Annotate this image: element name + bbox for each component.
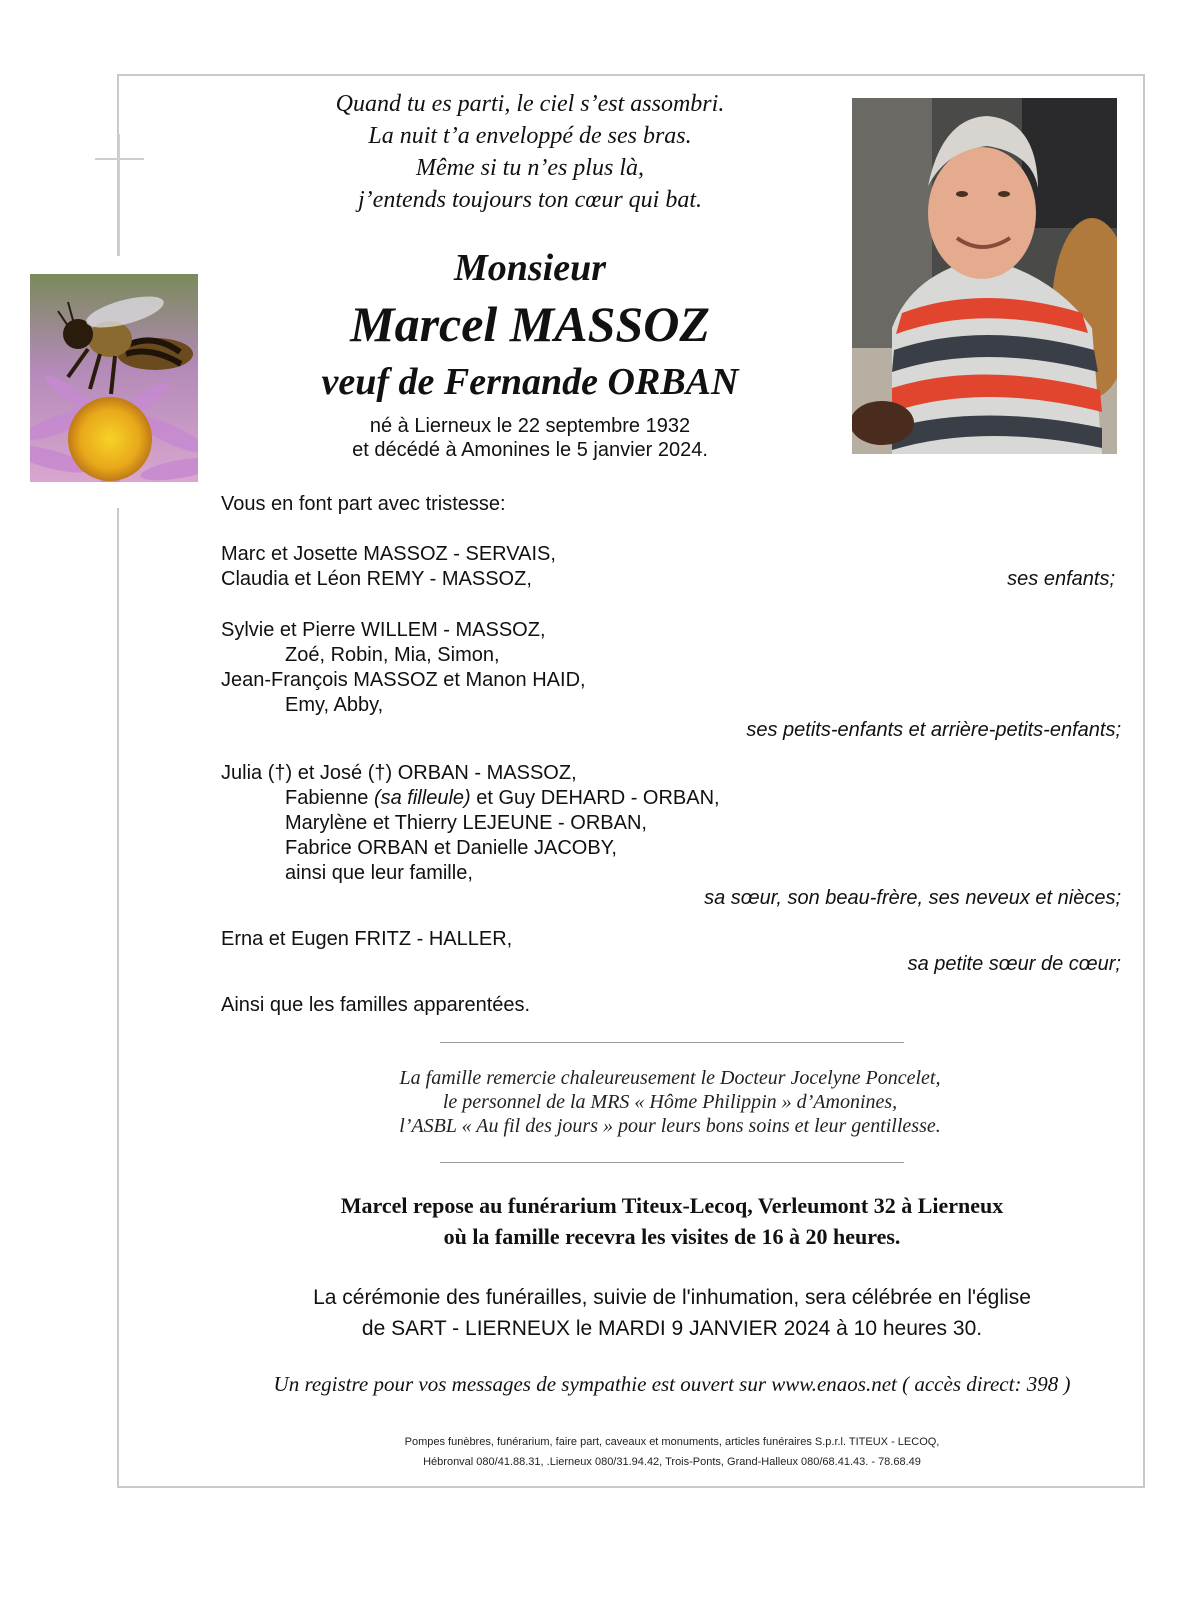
family-line: Sylvie et Pierre WILLEM - MASSOZ,	[221, 619, 546, 641]
thanks-line: l’ASBL « Au fil des jours » pour leurs bons soins et leur gentillesse.	[399, 1115, 941, 1137]
family-line: Marylène et Thierry LEJEUNE - ORBAN,	[285, 812, 647, 834]
family-intro: Vous en font part avec tristesse:	[221, 493, 506, 515]
repose-info	[230, 1190, 1114, 1252]
name-part: Fabienne	[285, 787, 374, 809]
family-line: ainsi que leur famille,	[285, 862, 473, 884]
family-line: Julia (†) et José (†) ORBAN - MASSOZ,	[221, 762, 577, 784]
poem-line: Quand tu es parti, le ciel s’est assombri.	[335, 91, 725, 117]
family-line: Jean-François MASSOZ et Manon HAID,	[221, 669, 586, 691]
deceased-name: Marcel MASSOZ	[350, 296, 710, 352]
bee-flower-image	[30, 274, 198, 482]
family-line: Emy, Abby,	[285, 694, 384, 716]
funeral-home-footer	[230, 1432, 1114, 1472]
family-line	[285, 787, 720, 810]
born-line: né à Lierneux le 22 septembre 1932	[369, 415, 691, 437]
relation-label: ses petits-enfants et arrière-petits-enfants;	[746, 719, 1121, 741]
poem	[260, 88, 800, 216]
honorific: Monsieur	[453, 247, 607, 289]
ceremony-line: La cérémonie des funérailles, suivie de l'inhumation, sera célébrée en l'église	[313, 1286, 1031, 1309]
poem-line: La nuit t’a enveloppé de ses bras.	[368, 123, 692, 149]
family-closing: Ainsi que les familles apparentées.	[221, 994, 531, 1016]
birth-death-dates	[260, 414, 800, 462]
repose-line: Marcel repose au funérarium Titeux-Lecoq, Verleumont 32 à Lierneux	[340, 1193, 1004, 1218]
thanks-line: La famille remercie chaleureusement le Docteur Jocelyne Poncelet,	[399, 1067, 941, 1089]
poem-line: Même si tu n’es plus là,	[416, 155, 644, 181]
died-line: et décédé à Amonines le 5 janvier 2024.	[352, 439, 708, 461]
footer-line: Hébronval 080/41.88.31, .Lierneux 080/31.94.42, Trois-Ponts, Grand-Halleux 080/68.41.43. - 78.68.49	[423, 1456, 921, 1468]
thanks-text	[300, 1066, 1040, 1138]
divider	[440, 1042, 904, 1043]
poem-line: j’entends toujours ton cœur qui bat.	[358, 187, 702, 213]
ceremony-line: de SART - LIERNEUX le MARDI 9 JANVIER 2024 à 10 heures 30.	[361, 1317, 983, 1340]
family-line: Zoé, Robin, Mia, Simon,	[285, 644, 500, 666]
name-part: et Guy DEHARD - ORBAN,	[470, 787, 720, 809]
cross-icon-vertical	[118, 134, 120, 256]
thanks-line: le personnel de la MRS « Hôme Philippin » d’Amonines,	[442, 1091, 898, 1113]
portrait-photo	[852, 98, 1117, 454]
footer-line: Pompes funèbres, funérarium, faire part, caveaux et monuments, articles funéraires S.p.r.l. TITEUX - LECOQ,	[404, 1436, 940, 1448]
family-line: Marc et Josette MASSOZ - SERVAIS,	[221, 543, 556, 565]
relation-label: ses enfants;	[1007, 568, 1115, 590]
repose-line: où la famille recevra les visites de 16 à 20 heures.	[443, 1224, 901, 1249]
cross-icon-horizontal	[95, 158, 144, 160]
family-line: Erna et Eugen FRITZ - HALLER,	[221, 928, 513, 950]
ceremony-info	[230, 1282, 1114, 1344]
relation-label: sa sœur, son beau-frère, ses neveux et nièces;	[704, 887, 1121, 909]
family-line: Claudia et Léon REMY - MASSOZ,	[221, 568, 532, 590]
registry-note: Un registre pour vos messages de sympathie est ouvert sur www.enaos.net ( accès direct: 398 )	[273, 1372, 1071, 1396]
relation-label: sa petite sœur de cœur;	[907, 953, 1121, 975]
divider	[440, 1162, 904, 1163]
family-line: Fabrice ORBAN et Danielle JACOBY,	[285, 837, 617, 859]
widower-line: veuf de Fernande ORBAN	[321, 361, 739, 403]
godchild-note: (sa filleule)	[373, 787, 471, 809]
